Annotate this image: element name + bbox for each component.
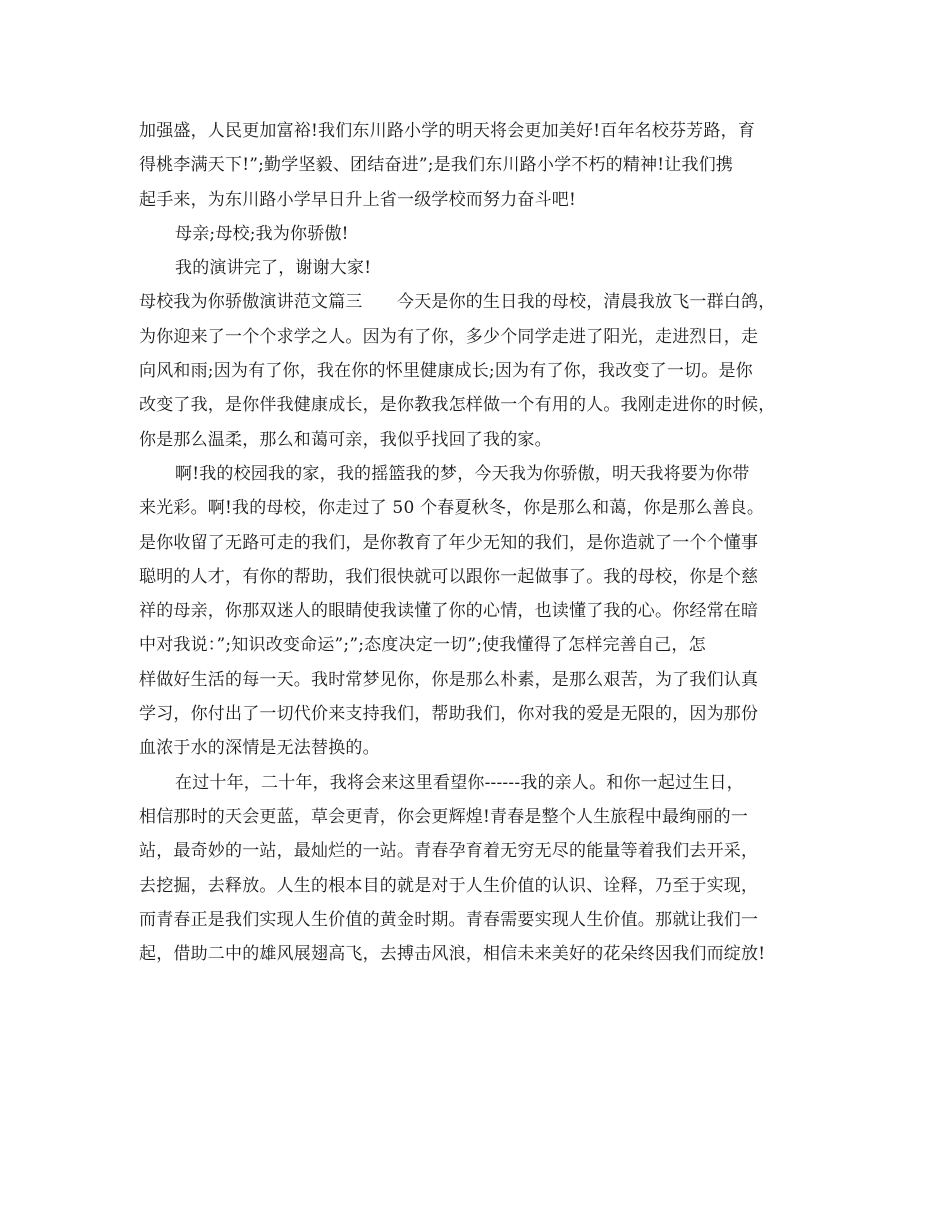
text-line: 为你迎来了一个个求学之人。因为有了你，多少个同学走进了阳光，走进烈日，走 — [139, 326, 759, 347]
text-line: 而青春正是我们实现人生价值的黄金时期。青春需要实现人生价值。那就让我们一 — [139, 909, 759, 930]
text-line: 在过十年，二十年，我将会来这里看望你------我的亲人。和你一起过生日， — [175, 772, 744, 793]
text-line: 你是那么温柔，那么和蔼可亲，我似乎找回了我的家。 — [139, 429, 552, 450]
text-line: 学习，你付出了一切代价来支持我们，帮助我们，你对我的爱是无限的，因为那份 — [139, 704, 759, 725]
text-line: 祥的母亲，你那双迷人的眼睛使我读懂了你的心情，也读懂了我的心。你经常在暗 — [139, 601, 759, 622]
text-line: 站，最奇妙的一站，最灿烂的一站。青春孕育着无穷无尽的能量等着我们去开采， — [139, 841, 759, 862]
text-line: 聪明的人才，有你的帮助，我们很快就可以跟你一起做事了。我的母校，你是个慈 — [139, 566, 759, 587]
text-line: 得桃李满天下!”;勤学坚毅、团结奋进”;是我们东川路小学不朽的精神!让我们携 — [139, 155, 734, 176]
text-line: 向风和雨;因为有了你，我在你的怀里健康成长;因为有了你，我改变了一切。是你 — [139, 361, 753, 382]
text-line: 中对我说：”;知识改变命运”;”;态度决定一切”;使我懂得了怎样完善自己，怎 — [139, 635, 706, 656]
text-line: 样做好生活的每一天。我时常梦见你，你是那么朴素，是那么艰苦，为了我们认真 — [139, 669, 759, 690]
text-line: 改变了我，是你伴我健康成长，是你教我怎样做一个有用的人。我刚走进你的时候， — [139, 395, 776, 416]
text-line: 去挖掘，去释放。人生的根本目的就是对于人生价值的认识、诠释，乃至于实现， — [139, 875, 759, 896]
text-line: 起手来，为东川路小学早日升上省一级学校而努力奋斗吧! — [139, 189, 577, 210]
text-line: 是你收留了无路可走的我们，是你教育了年少无知的我们，是你造就了一个个懂事 — [139, 532, 759, 553]
text-line: 我的演讲完了，谢谢大家! — [175, 258, 372, 279]
text-line: 母亲;母校;我为你骄傲! — [175, 223, 349, 244]
text-line: 母校我为你骄傲演讲范文篇三 今天是你的生日我的母校，清晨我放飞一群白鸽， — [139, 292, 776, 313]
text-line: 相信那时的天会更蓝，草会更青，你会更辉煌!青春是整个人生旅程中最绚丽的一 — [139, 806, 749, 827]
text-line: 来光彩。啊!我的母校，你走过了 50 个春夏秋冬，你是那么和蔼，你是那么善良。 — [139, 498, 765, 519]
text-line: 起，借助二中的雄风展翅高飞，去搏击风浪，相信未来美好的花朵终因我们而绽放! — [139, 944, 766, 965]
text-line: 血浓于水的深情是无法替换的。 — [139, 738, 380, 759]
text-line: 啊!我的校园我的家，我的摇篮我的梦，今天我为你骄傲，明天我将要为你带 — [175, 463, 750, 484]
document-body — [139, 114, 829, 971]
text-line: 加强盛，人民更加富裕!我们东川路小学的明天将会更加美好!百年名校芬芳路，育 — [139, 121, 756, 141]
